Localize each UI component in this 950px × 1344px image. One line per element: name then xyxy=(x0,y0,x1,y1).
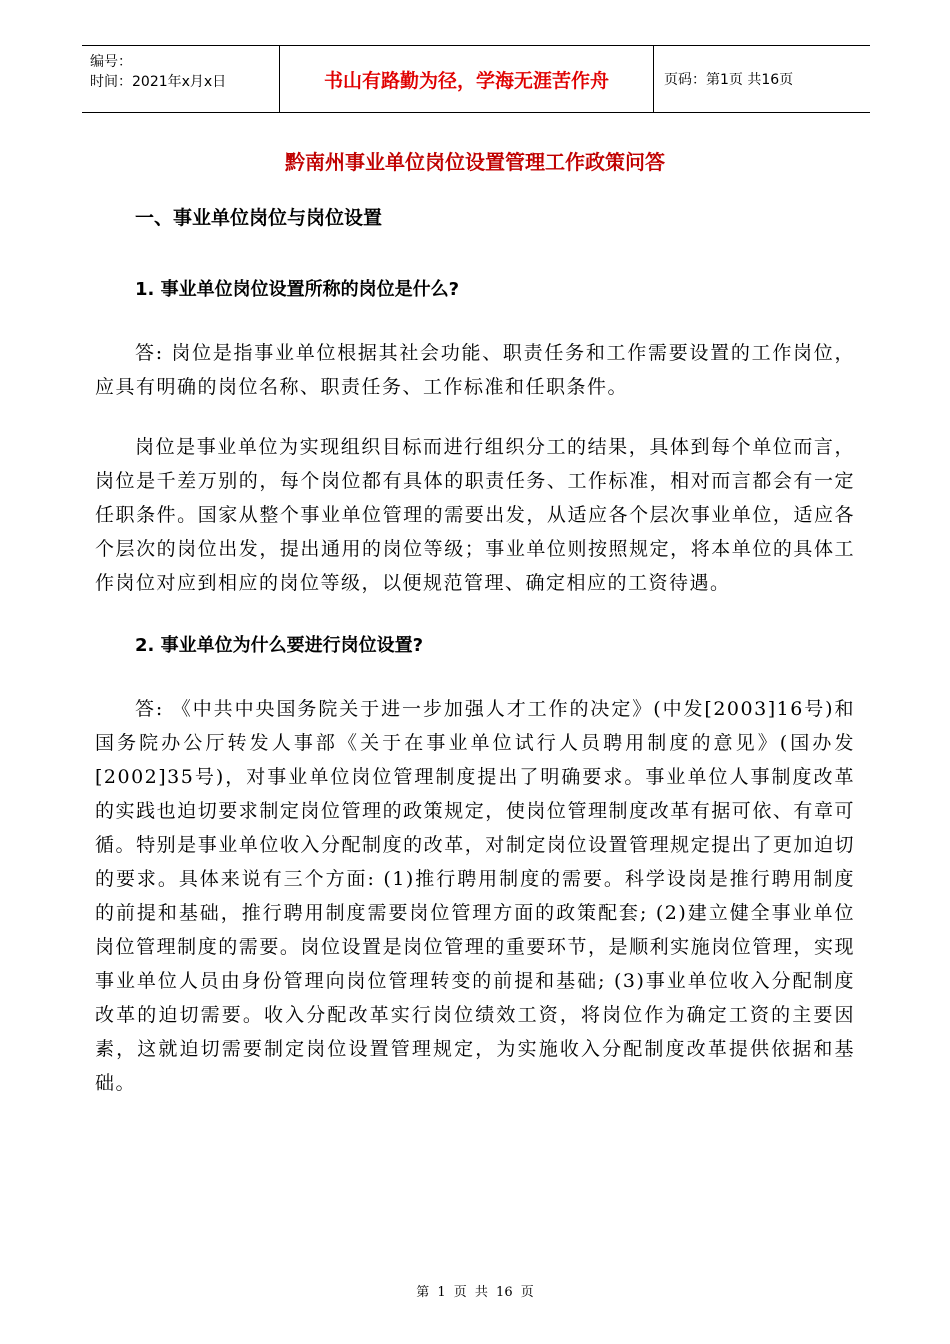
section-heading-1: 一、事业单位岗位与岗位设置 xyxy=(135,207,383,229)
page-footer: 第 1 页 共 16 页 xyxy=(416,1285,534,1300)
question-2-answer-paragraph-1: 答: 《中共中央国务院关于进一步加强人才工作的决定》(中发[2003]16号)和国务院办公厅转发人事部《关于在事业单位试行人员聘用制度的意见》(国办发[2002]35号)，对事业单位岗位管理制度提出了明确要求。事业单位人事制度改革的实践也迫切要求制定岗位管理的政策规定，使岗位管理制度改革有据可依、有章可循。特别是事业单位收入分配制度的改革，对制定岗位设置管理规定提出了更加迫切的要求。具体来说有三个方面: (1)推行聘用制度的需要。科学设岗是推行聘用制度的前提和基础，推行聘用制度需要岗位管理方面的政策配套; (2)建立健全事业单位岗位管理制度的需要。岗位设置是岗位管理的重要环节，是顺利实施岗位管理，实现事业单位人员由身份管理向岗位管理转变的前提和基础; (3)事业单位收入分配制度改革的迫切需要。收入分配改革实行岗位绩效工资，将岗位作为确定工资的主要因素，这就迫切需要制定岗位设置管理规定，为实施收入分配制度改革提供依据和基础。 xyxy=(95,698,855,1094)
question-1-heading: 1. 事业单位岗位设置所称的岗位是什么? xyxy=(135,279,460,300)
question-2-heading: 2. 事业单位为什么要进行岗位设置? xyxy=(135,635,424,656)
time-label: 时间：2021年x月x日 xyxy=(90,74,227,90)
question-1-answer-paragraph-2: 岗位是事业单位为实现组织目标而进行组织分工的结果，具体到每个单位而言，岗位是千差万别的，每个岗位都有具体的职责任务、工作标准，相对而言都会有一定任职条件。国家从整个事业单位管理的需要出发，从适应各个层次事业单位，适应各个层次的岗位出发，提出通用的岗位等级；事业单位则按照规定，将本单位的具体工作岗位对应到相应的岗位等级，以便规范管理、确定相应的工资待遇。 xyxy=(95,436,855,594)
header-left-cell xyxy=(82,46,280,112)
header-motto: 书山有路勤为径，学海无涯苦作舟 xyxy=(280,46,654,112)
document-title: 黔南州事业单位岗位设置管理工作政策问答 xyxy=(285,150,665,174)
header-table xyxy=(82,45,870,113)
number-label: 编号： xyxy=(90,54,132,70)
header-page-info: 页码：第1页 共16页 xyxy=(664,72,794,88)
question-1-answer-paragraph-1: 答: 岗位是指事业单位根据其社会功能、职责任务和工作需要设置的工作岗位，应具有明确的岗位名称、职责任务、工作标准和任职条件。 xyxy=(95,342,855,398)
document-body xyxy=(95,198,855,1126)
